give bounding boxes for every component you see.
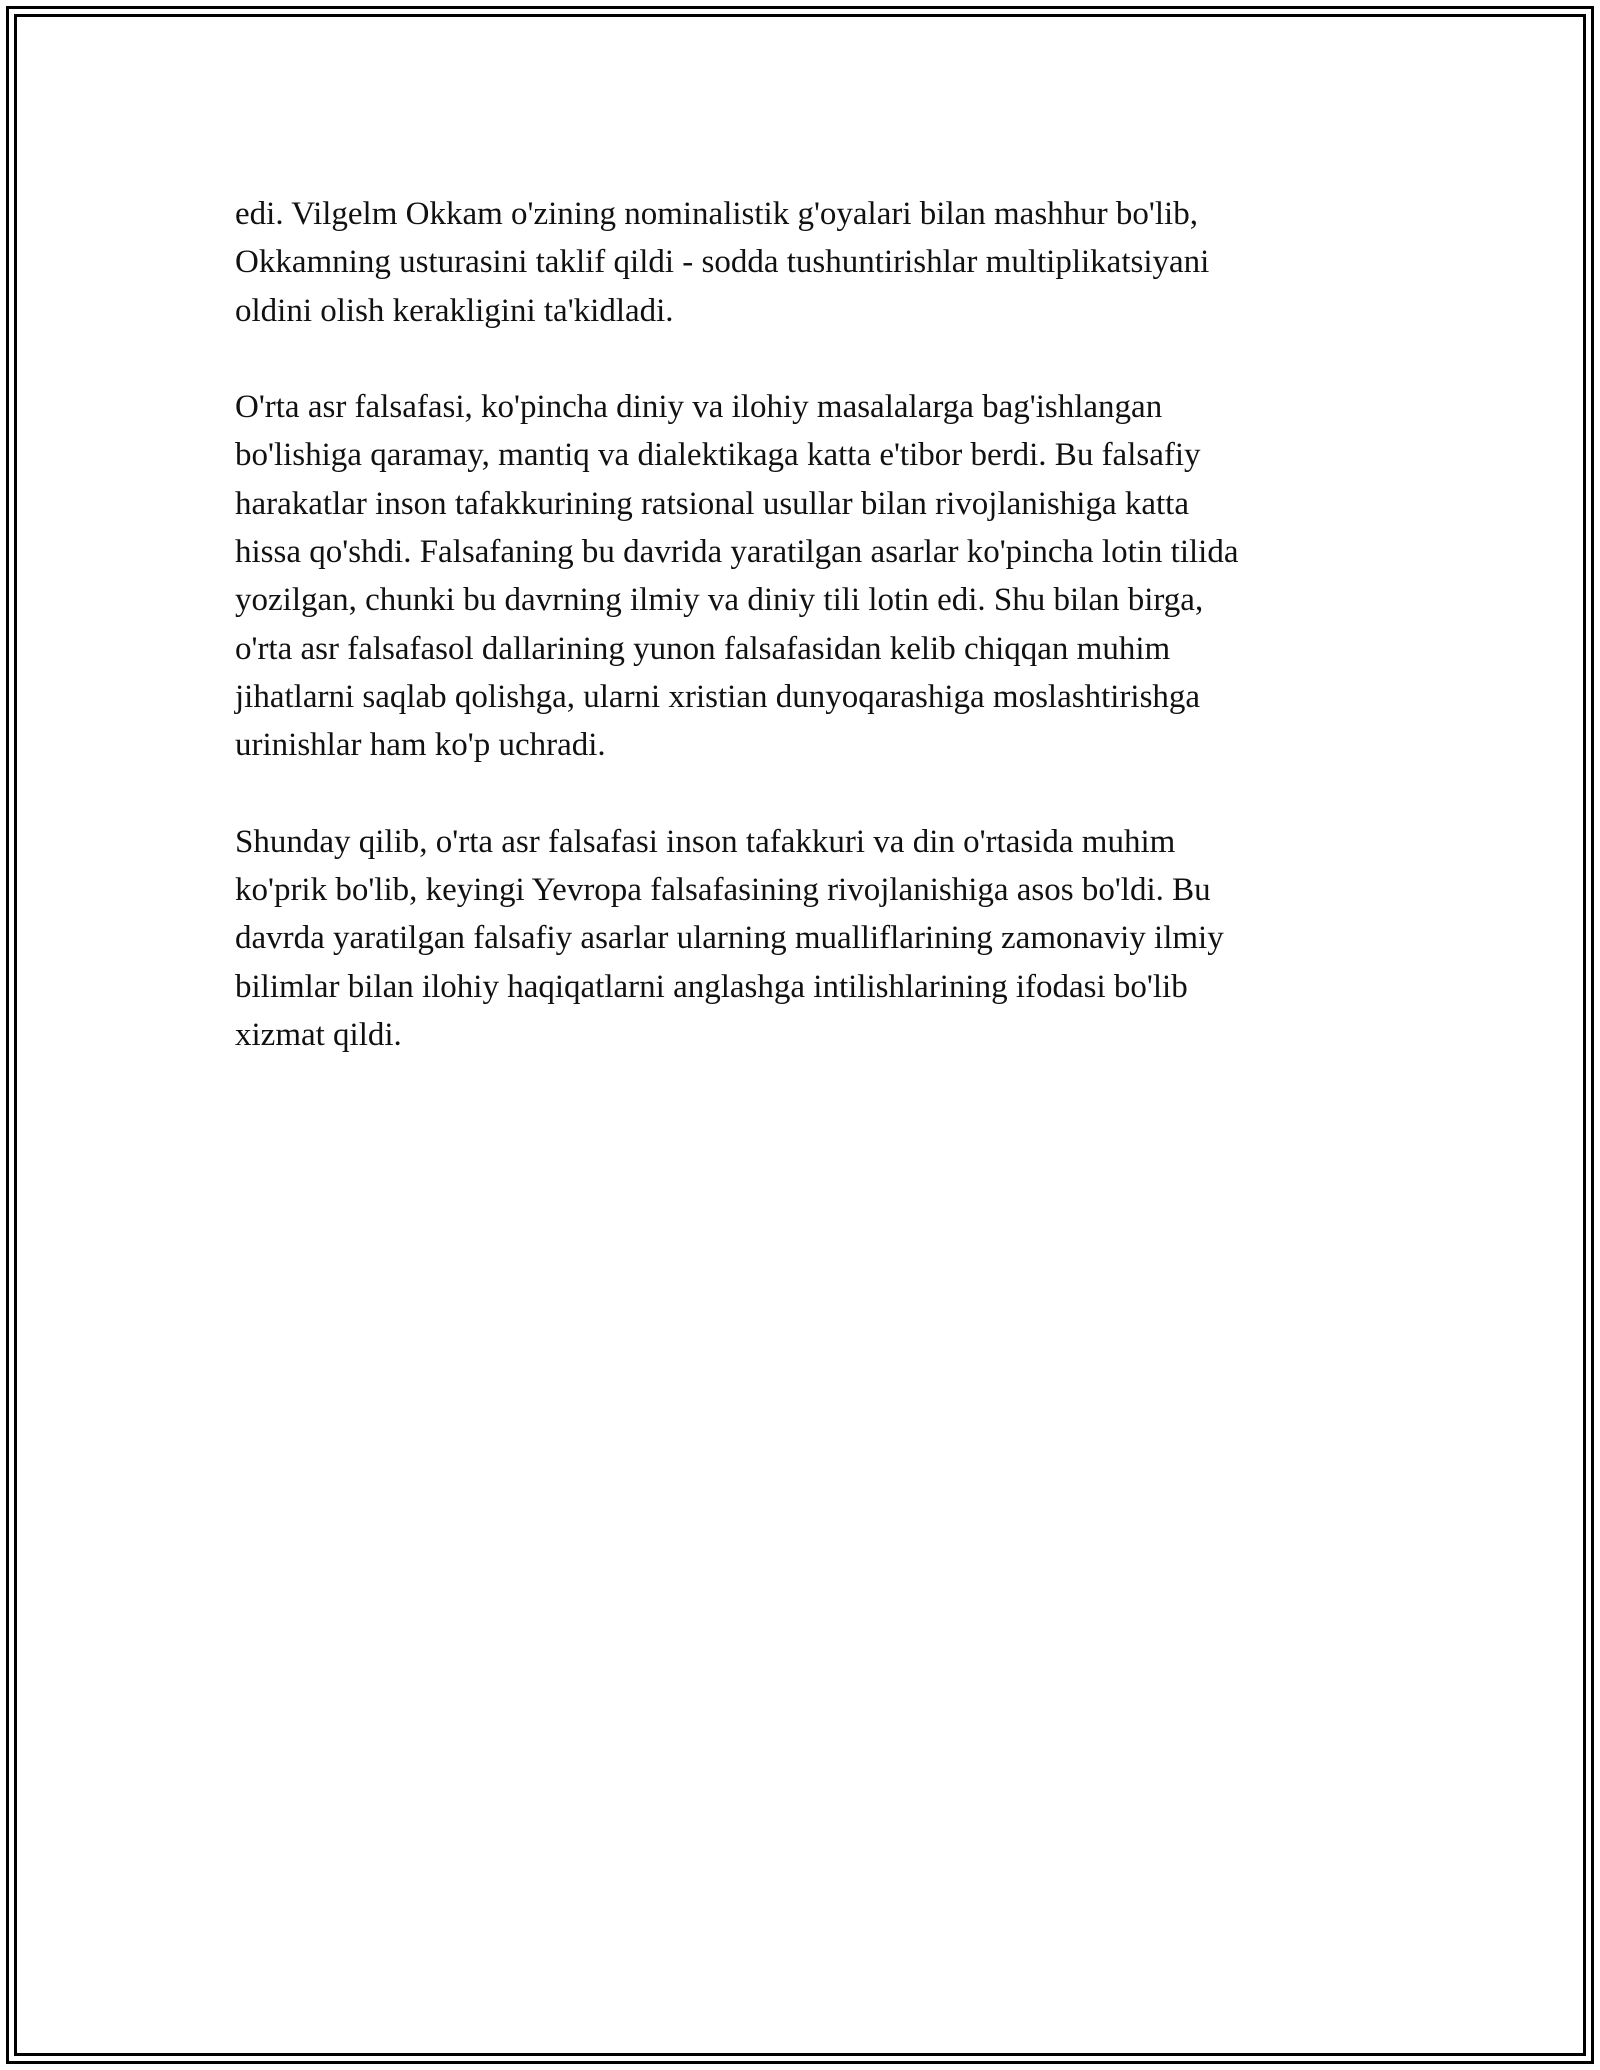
text-line: urinishlar ham ko'p uchradi. (235, 727, 606, 764)
text-line: ko'prik bo'lib, keyingi Yevropa falsafasining rivojlanishiga asos bo'ldi. Bu (235, 872, 1211, 909)
text-line: harakatlar inson tafakkurining ratsional usullar bilan rivojlanishiga katta (235, 485, 1189, 522)
document-body (235, 190, 1415, 1108)
text-line: bilimlar bilan ilohiy haqiqatlarni anglashga intilishlarining ifodasi bo'lib (235, 968, 1188, 1005)
text-line: jihatlarni saqlab qolishga, ularni xristian dunyoqarashiga moslashtirishga (235, 678, 1201, 715)
text-line: davrda yaratilgan falsafiy asarlar ularning mualliflarining zamonaviy ilmiy (235, 920, 1224, 957)
text-line: oldini olish kerakligini ta'kidladi. (235, 292, 674, 329)
paragraph-2 (235, 383, 1415, 769)
text-line: hissa qo'shdi. Falsafaning bu davrida yaratilgan asarlar ko'pincha lotin tilida (235, 534, 1239, 571)
text-line: O'rta asr falsafasi, ko'pincha diniy va ilohiy masalalarga bag'ishlangan (235, 389, 1163, 426)
text-line: Shunday qilib, o'rta asr falsafasi inson tafakkuri va din o'rtasida muhim (235, 823, 1176, 860)
text-line: xizmat qildi. (235, 1017, 402, 1054)
text-line: yozilgan, chunki bu davrning ilmiy va diniy tili lotin edi. Shu bilan birga, (235, 582, 1204, 619)
paragraph-1 (235, 190, 1415, 335)
text-line: o'rta asr falsafasol dallarining yunon falsafasidan kelib chiqqan muhim (235, 630, 1171, 667)
text-line: bo'lishiga qaramay, mantiq va dialektikaga katta e'tibor berdi. Bu falsafiy (235, 437, 1201, 474)
text-line: Okkamning usturasini taklif qildi - sodda tushuntirishlar multiplikatsiyani (235, 244, 1210, 281)
text-line: edi. Vilgelm Okkam o'zining nominalistik g'oyalari bilan mashhur bo'lib, (235, 196, 1198, 232)
paragraph-3 (235, 818, 1415, 1059)
